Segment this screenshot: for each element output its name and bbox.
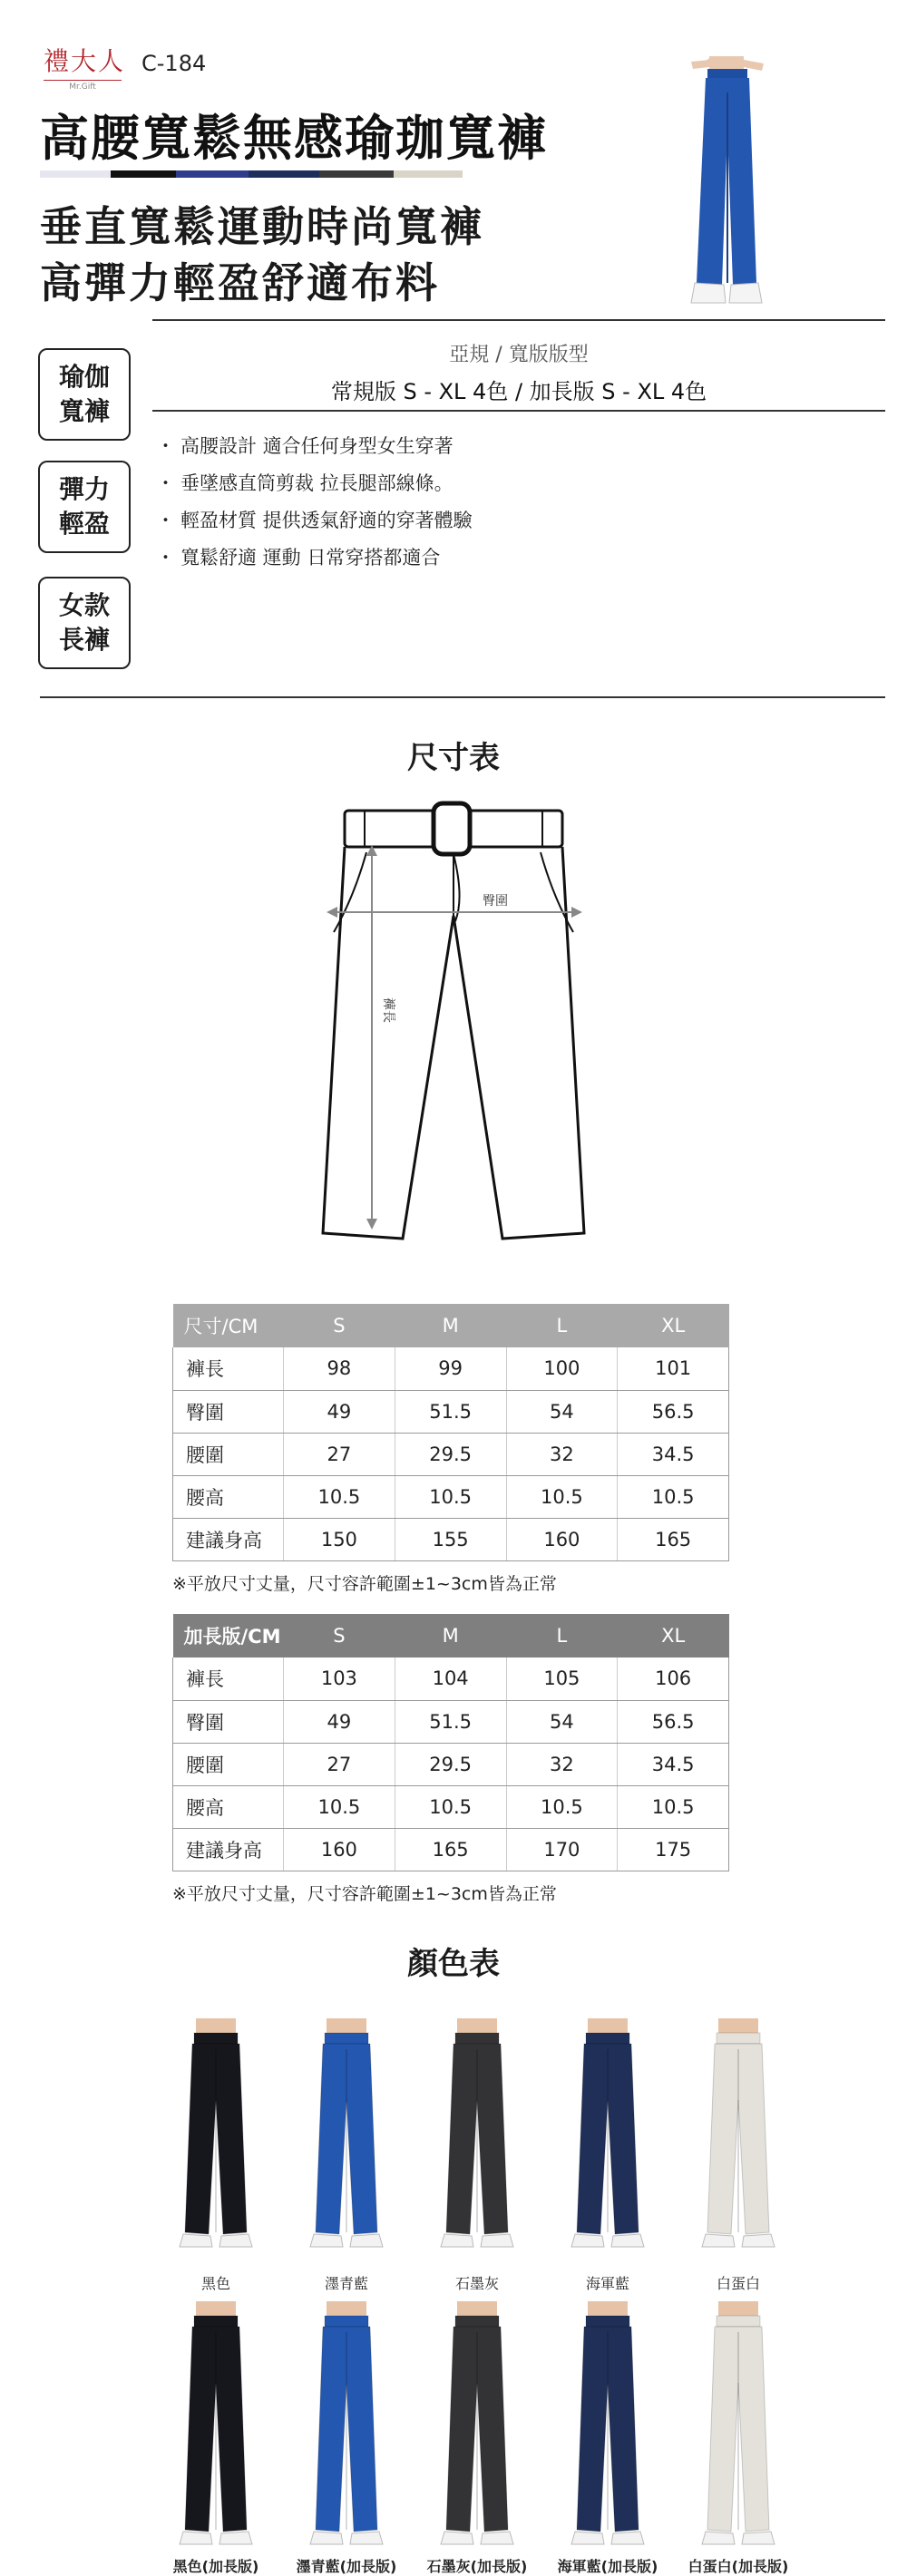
color-name-label: 黑色(加長版) <box>172 2558 259 2575</box>
table-cell: 32 <box>506 1743 618 1785</box>
table-cell: 臀圍 <box>173 1700 284 1743</box>
feature-bullet: ・ 寬鬆舒適 運動 日常穿搭都適合 <box>156 540 473 577</box>
size-chart-title: 尺寸表 <box>407 740 500 776</box>
table-cell: 165 <box>395 1828 506 1871</box>
tag-line: 寬褲 <box>58 396 110 426</box>
color-swatch <box>152 2018 279 2293</box>
table-cell: 臀圍 <box>173 1390 284 1433</box>
tag-line: 長褲 <box>58 625 110 655</box>
table-header-cell: M <box>395 1304 506 1347</box>
table-cell: 175 <box>618 1828 729 1871</box>
table-cell: 160 <box>284 1828 395 1871</box>
color-name-label: 濹青藍 <box>324 2275 368 2292</box>
fit-type-label: 亞規 / 寬版版型 <box>449 344 589 366</box>
color-name-label: 石墨灰(加長版) <box>426 2558 528 2575</box>
table-cell: 155 <box>395 1518 506 1560</box>
title-color-strip <box>40 170 463 178</box>
tag-line: 輕盈 <box>58 509 110 539</box>
tag-elastic-light <box>38 461 131 553</box>
size-table-regular <box>172 1304 729 1561</box>
table-cell: 103 <box>284 1657 395 1700</box>
table-row <box>173 1475 729 1518</box>
pants-figure <box>299 2018 394 2263</box>
table-row <box>173 1828 729 1871</box>
color-swatch <box>675 2301 802 2576</box>
color-swatch <box>414 2301 541 2576</box>
table-cell: 10.5 <box>284 1785 395 1828</box>
table-cell: 29.5 <box>395 1743 506 1785</box>
table-header-cell: XL <box>618 1614 729 1657</box>
color-swatch <box>152 2301 279 2576</box>
table-cell: 99 <box>395 1347 506 1390</box>
size-note-long: ※平放尺寸丈量，尺寸容許範圍±1~3cm皆為正常 <box>172 1884 557 1904</box>
size-table-long <box>172 1614 729 1871</box>
tag-line: 彈力 <box>58 474 110 505</box>
color-swatch <box>414 2018 541 2293</box>
table-cell: 34.5 <box>618 1743 729 1785</box>
color-strip-segment <box>111 170 176 178</box>
table-header-cell: 尺寸/CM <box>173 1304 284 1347</box>
table-cell: 98 <box>284 1347 395 1390</box>
table-cell: 105 <box>506 1657 618 1700</box>
pants-figure <box>561 2018 655 2263</box>
table-cell: 49 <box>284 1390 395 1433</box>
features-divider-bottom <box>40 696 885 698</box>
table-header-row <box>173 1614 729 1657</box>
table-cell: 32 <box>506 1433 618 1475</box>
table-cell: 160 <box>506 1518 618 1560</box>
table-header-cell: XL <box>618 1304 729 1347</box>
table-cell: 165 <box>618 1518 729 1560</box>
color-name-label: 白蛋白 <box>716 2275 760 2292</box>
table-cell: 100 <box>506 1347 618 1390</box>
table-cell: 54 <box>506 1390 618 1433</box>
color-chart-title: 顏色表 <box>407 1946 500 1982</box>
table-cell: 腰高 <box>173 1475 284 1518</box>
table-cell: 10.5 <box>395 1475 506 1518</box>
pants-figure <box>430 2301 524 2546</box>
table-cell: 34.5 <box>618 1433 729 1475</box>
color-name-label: 石墨灰 <box>454 2275 499 2292</box>
pants-figure <box>169 2018 263 2263</box>
table-row <box>173 1518 729 1560</box>
table-cell: 150 <box>284 1518 395 1560</box>
color-strip-segment <box>176 170 249 178</box>
pants-figure <box>561 2301 655 2546</box>
product-code: C-184 <box>141 51 207 76</box>
feature-bullet: ・ 高腰設計 適合任何身型女生穿著 <box>156 428 473 465</box>
sub-title-1: 垂直寬鬆運動時尚寬褲 <box>40 202 484 251</box>
table-cell: 10.5 <box>284 1475 395 1518</box>
length-label: 褲長 <box>381 997 395 1023</box>
table-cell: 51.5 <box>395 1700 506 1743</box>
table-row <box>173 1657 729 1700</box>
pants-figure <box>691 2301 785 2546</box>
table-cell: 56.5 <box>618 1700 729 1743</box>
table-cell: 建議身高 <box>173 1518 284 1560</box>
table-cell: 27 <box>284 1433 395 1475</box>
table-cell: 106 <box>618 1657 729 1700</box>
table-cell: 56.5 <box>618 1390 729 1433</box>
pants-figure <box>430 2018 524 2263</box>
tag-line: 女款 <box>58 590 110 621</box>
features-divider-top <box>152 319 885 321</box>
color-name-label: 海軍藍(加長版) <box>557 2558 658 2575</box>
brand-logo-text: 禮大人 <box>44 46 126 76</box>
table-header-cell: M <box>395 1614 506 1657</box>
table-row <box>173 1743 729 1785</box>
main-title: 高腰寬鬆無感瑜珈寬褲 <box>40 110 548 167</box>
table-header-cell: 加長版/CM <box>173 1614 284 1657</box>
feature-bullet-list <box>156 428 473 577</box>
size-note-regular: ※平放尺寸丈量，尺寸容許範圍±1~3cm皆為正常 <box>172 1574 557 1594</box>
color-strip-segment <box>249 170 319 178</box>
version-sizes-label: 常規版 S - XL 4色 / 加長版 S - XL 4色 <box>330 379 707 404</box>
table-cell: 建議身高 <box>173 1828 284 1871</box>
table-header-row <box>173 1304 729 1347</box>
table-cell: 29.5 <box>395 1433 506 1475</box>
hero-model-photo <box>673 56 780 317</box>
pants-figure <box>169 2301 263 2546</box>
table-cell: 褲長 <box>173 1347 284 1390</box>
color-name-label: 白蛋白(加長版) <box>688 2558 789 2575</box>
color-swatch <box>675 2018 802 2293</box>
table-row <box>173 1347 729 1390</box>
table-header-cell: L <box>506 1304 618 1347</box>
color-strip-segment <box>394 170 463 178</box>
features-divider-mid <box>152 410 885 412</box>
table-cell: 腰高 <box>173 1785 284 1828</box>
tag-women-long-pants <box>38 577 131 669</box>
table-cell: 54 <box>506 1700 618 1743</box>
table-cell: 10.5 <box>618 1785 729 1828</box>
tag-line: 瑜伽 <box>58 362 110 393</box>
color-strip-segment <box>40 170 111 178</box>
table-header-cell: S <box>284 1614 395 1657</box>
color-name-label: 海軍藍 <box>585 2275 629 2292</box>
color-strip-segment <box>319 170 394 178</box>
hip-label: 臀圍 <box>483 894 508 909</box>
table-cell: 101 <box>618 1347 729 1390</box>
table-row <box>173 1785 729 1828</box>
table-cell: 10.5 <box>506 1785 618 1828</box>
table-row <box>173 1433 729 1475</box>
table-header-cell: S <box>284 1304 395 1347</box>
table-cell: 51.5 <box>395 1390 506 1433</box>
color-swatch <box>544 2301 671 2576</box>
table-cell: 27 <box>284 1743 395 1785</box>
feature-bullet: ・ 垂墜感直筒剪裁 拉長腿部線條。 <box>156 465 473 502</box>
color-swatch <box>544 2018 671 2293</box>
tag-yoga-wide-pants <box>38 348 131 441</box>
color-name-label: 黑色 <box>200 2275 230 2292</box>
brand-logo <box>44 42 126 92</box>
pants-measurement-diagram <box>308 798 599 1269</box>
sub-title-2: 高彈力輕盈舒適布料 <box>40 258 440 307</box>
table-cell: 10.5 <box>618 1475 729 1518</box>
table-cell: 10.5 <box>506 1475 618 1518</box>
pants-figure <box>299 2301 394 2546</box>
color-swatch <box>283 2301 410 2576</box>
feature-bullet: ・ 輕盈材質 提供透氣舒適的穿著體驗 <box>156 502 473 540</box>
table-row <box>173 1390 729 1433</box>
table-cell: 170 <box>506 1828 618 1871</box>
brand-logo-sub: Mr.Gift <box>44 80 122 92</box>
table-cell: 10.5 <box>395 1785 506 1828</box>
table-row <box>173 1700 729 1743</box>
table-header-cell: L <box>506 1614 618 1657</box>
color-name-label: 濹青藍(加長版) <box>296 2558 397 2575</box>
table-cell: 褲長 <box>173 1657 284 1700</box>
pants-figure <box>691 2018 785 2263</box>
table-cell: 腰圍 <box>173 1433 284 1475</box>
table-cell: 104 <box>395 1657 506 1700</box>
color-swatch <box>283 2018 410 2293</box>
table-cell: 腰圍 <box>173 1743 284 1785</box>
table-cell: 49 <box>284 1700 395 1743</box>
